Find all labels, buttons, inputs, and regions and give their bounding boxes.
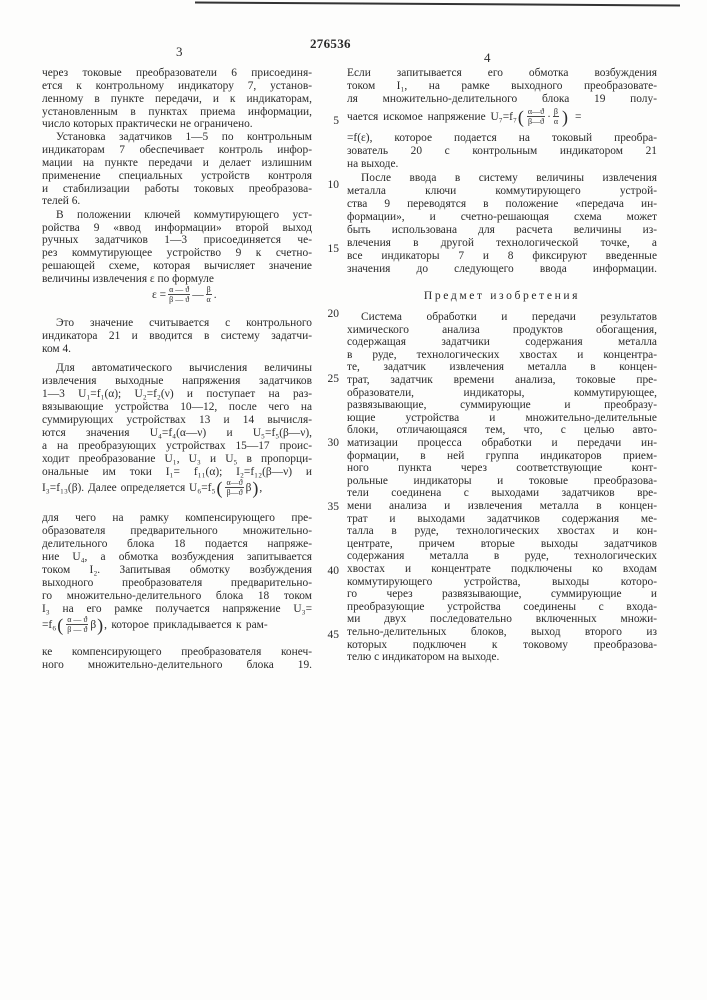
text-line: все индикаторы 7 и 8 фиксируют введенные [347, 249, 657, 263]
text-line: применение специальных устройств контроля [42, 169, 312, 183]
text-line: мации на пункте передачи и делает излишним [42, 156, 312, 170]
text-line: образователя предварительного множительно- [42, 524, 312, 538]
fraction [66, 615, 88, 634]
text-line: ется к контрольному индикатору 7, установ- [42, 79, 312, 93]
text-line: преобразующие устройства соединены с входа- [347, 600, 657, 614]
line-number: 5 [325, 115, 339, 127]
text-line: го множительно-делительного блока 18 током [42, 589, 312, 603]
text-line: коммутирующего устройства, выходы которо- [347, 575, 657, 589]
text-line: Установка задатчиков 1—5 по контрольным [42, 130, 312, 144]
text-line: те, задатчик извлечения металла в концен- [347, 360, 657, 374]
text-line: I₃ на его рамке получается напряжение U₃= [42, 602, 312, 616]
text-line: током I₁, на рамке выходного преобразовате- [347, 79, 657, 93]
formula-text: , [259, 482, 262, 494]
fraction [168, 285, 190, 304]
denominator: β—ϑ [227, 488, 243, 497]
text-line: содержащая задатчики содержания металла [347, 335, 657, 349]
text-line: ке компенсирующего преобразователя конеч- [42, 645, 312, 659]
text-line: го через развязывающие, суммирующие и [347, 587, 657, 601]
line-number: 25 [325, 373, 339, 385]
text-line: ройства 9 «ввод информации» второй выход [42, 221, 312, 235]
formula-text: =f₆ [42, 619, 56, 631]
section-heading: Предмет изобретения [347, 289, 657, 302]
formula-text: чается искомое напряжение U₇=f₇ [347, 111, 517, 123]
text-line: в руде, технологических хвостах и концентра- [347, 348, 657, 362]
formula-text: β [90, 619, 96, 631]
text-line: химического анализа продуктов обогащения, [347, 323, 657, 337]
denominator: β — ϑ [169, 295, 189, 304]
formula-epsilon [152, 285, 217, 304]
text-line: решающей схеме, которая вычисляет значение [42, 259, 312, 273]
text-line: После ввода в систему величины извлечения [347, 171, 657, 185]
fraction [206, 285, 212, 304]
text-line: индикатора 21 и вводится в систему задатчи- [42, 329, 312, 343]
paren: ( [216, 479, 222, 497]
numerator: α—ϑ [225, 478, 243, 488]
text-line: и стабилизации работы токовых преобразова- [42, 182, 312, 196]
text-line: быть использована для расчета величины из- [347, 223, 657, 237]
text-line: ля множительно-делительного блока 19 полу- [347, 92, 657, 106]
text-line: содержания металла в руде, технологических [347, 549, 657, 563]
denominator: α [207, 295, 211, 304]
text-line: ручных задатчиков 1—3 присоединяется че- [42, 233, 312, 247]
formula-text: . [214, 289, 217, 301]
text-line: Система обработки и передачи результатов [347, 310, 657, 324]
text-line: формации», и счетно-решающая схема может [347, 210, 657, 224]
formula-text: I₃=f₁₃(β). Далее определяется U₆=f₅ [42, 482, 215, 494]
denominator: β—ϑ [528, 117, 544, 126]
text-line: матизации процесса обработки и передачи ин- [347, 436, 657, 450]
text-line: величины извлечения ε по формуле [42, 272, 312, 286]
text-line: ком 4. [42, 342, 312, 356]
text-line: а на преобразующих устройствах 15—17 проис- [42, 439, 312, 453]
text-line: тели соединена с выходами задатчиков вре- [347, 486, 657, 500]
formula-text: · [547, 111, 551, 123]
page-number-right: 4 [484, 50, 491, 66]
paren: ) [562, 108, 568, 126]
denominator: α [554, 117, 558, 126]
text-line: Для автоматического вычисления величины [42, 361, 312, 375]
text-line: 1—3 U₁=f₁(α); U₂=f₂(ν) и поступает на раз- [42, 387, 312, 401]
text-line: делительного блока 18 подается напряже- [42, 537, 312, 551]
text-line: трат, задатчик времени анализа, токовые пре- [347, 373, 657, 387]
formula-text: = [575, 111, 581, 123]
formula-text: — [192, 289, 203, 301]
formula-u6 [42, 478, 262, 497]
paren: ) [252, 479, 258, 497]
line-number: 15 [325, 243, 339, 255]
text-line: формации, в ней группа индикаторов прием- [347, 449, 657, 463]
text-line: суммирующих устройствах 13 и 14 вычисля- [42, 413, 312, 427]
text-line: индикаторам 7 обеспечивает контроль инфор- [42, 143, 312, 157]
text-line: образователи, индикаторы, коммутирующее, [347, 386, 657, 400]
numerator: α—ϑ [527, 107, 545, 117]
fraction [225, 478, 243, 497]
text-line: число которых практически не ограничено. [42, 117, 312, 131]
text-line: ются значения U₄=f₄(α—ν) и U₅=f₅(β—ν), [42, 426, 312, 440]
text-line: тельно-делительных блоков, выход второго из [347, 625, 657, 639]
denominator: β — ϑ [67, 625, 87, 634]
text-line: рольные индикаторы и токовые преобразова- [347, 474, 657, 488]
text-line: вязывающие устройства 10—12, после чего на [42, 400, 312, 414]
text-line: током I₂. Запитывая обмотку возбуждения [42, 563, 312, 577]
text-line: трат и выходами задатчиков содержания ме- [347, 512, 657, 526]
text-line: телю с индикатором на выходе. [347, 650, 657, 664]
paren: ( [57, 616, 63, 634]
top-rule [195, 2, 680, 7]
text-line: выходного преобразователя предварительно- [42, 576, 312, 590]
text-line: через токовые преобразователи 6 присоединя- [42, 66, 312, 80]
text-line: металла ключи коммутирующего устрой- [347, 184, 657, 198]
text-line: ленному в пункте передачи, и к индикаторам, [42, 92, 312, 106]
fraction [527, 107, 545, 126]
text-line: зователь 20 с контрольным индикатором 21 [347, 144, 657, 158]
text-line: влечения в другой технологической точке, а [347, 236, 657, 250]
text-line: ющие устройства и множительно-делительные [347, 411, 657, 425]
text-line: рез коммутирующее устройство 9 к счетно- [42, 246, 312, 260]
text-line: мени анализа и извлечения металла в концен- [347, 499, 657, 513]
text-line: значения до следующего ввода информации. [347, 262, 657, 276]
text-line: центрате, причем вторые выходы задатчиков [347, 537, 657, 551]
text-line: телей 6. [42, 194, 312, 208]
line-number: 30 [325, 437, 339, 449]
formula-text: , которое прикладывается к рам- [104, 619, 268, 631]
numerator: α — ϑ [66, 615, 88, 625]
text-line: хвостах и концентрате подключены ко входам [347, 562, 657, 576]
line-number: 10 [325, 179, 339, 191]
text-line: =f(ε), которое подается на токовый преобра- [347, 131, 657, 145]
fraction [553, 107, 559, 126]
formula-u3 [42, 615, 268, 634]
document-number: 276536 [310, 36, 351, 52]
numerator: β [553, 107, 559, 117]
text-line: блоки, отличающаяся тем, что, с целью авто- [347, 423, 657, 437]
text-line: ства 9 переводятся в положение «передача ин- [347, 197, 657, 211]
line-number: 20 [325, 308, 339, 320]
text-line: ние U₄, а обмотка возбуждения запитывается [42, 550, 312, 564]
text-line: на выходе. [347, 157, 657, 171]
text-line: ного пункта через соответствующие конт- [347, 461, 657, 475]
formula-text: β [246, 482, 252, 494]
line-number: 45 [325, 629, 339, 641]
text-line: талла в руде, технологических хвостах и кон- [347, 524, 657, 538]
page-number-left: 3 [176, 44, 183, 60]
formula-u7 [347, 107, 581, 126]
text-line: ональные им токи I₁= f₁₁(α); I₂=f₁₂(β—ν) и [42, 465, 312, 479]
text-line: установленным в пунктах приема информации, [42, 105, 312, 119]
numerator: β [206, 285, 212, 295]
formula-text: ε = [152, 289, 166, 301]
line-number: 40 [325, 565, 339, 577]
paren: ( [518, 108, 524, 126]
text-line: извлечения выходные напряжения задатчиков [42, 374, 312, 388]
text-line: В положении ключей коммутирующего уст- [42, 208, 312, 222]
numerator: α — ϑ [168, 285, 190, 295]
patent-page [0, 0, 707, 1000]
text-line: ходит преобразование U₁, U₃ и U₅ в пропорци- [42, 452, 312, 466]
paren: ) [97, 616, 103, 634]
text-line: для чего на рамку компенсирующего пре- [42, 511, 312, 525]
text-line: ного множительно-делительного блока 19. [42, 658, 312, 672]
line-number: 35 [325, 501, 339, 513]
text-line: Это значение считывается с контрольного [42, 316, 312, 330]
text-line: ми двух последовательно включенных множи- [347, 612, 657, 626]
text-line: которых подключен к токовому преобразова- [347, 638, 657, 652]
text-line: развязывающие, суммирующие и преобразу- [347, 398, 657, 412]
text-line: Если запитывается его обмотка возбуждения [347, 66, 657, 80]
